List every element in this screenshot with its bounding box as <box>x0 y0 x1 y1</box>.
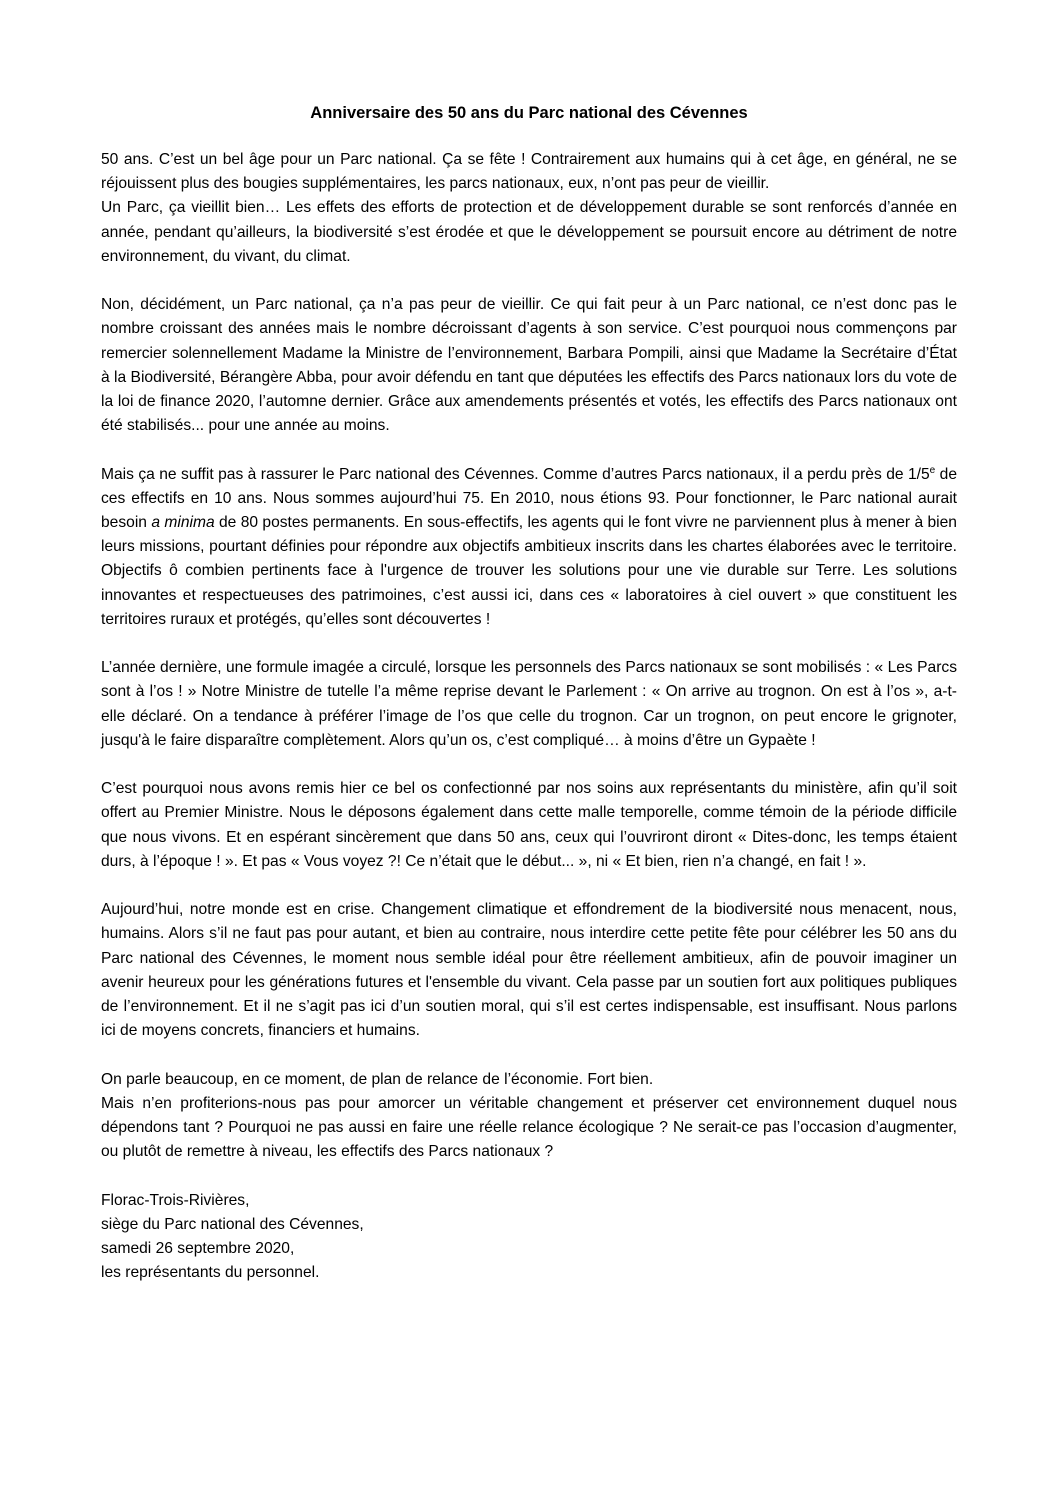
paragraph-staffing: Non, décidément, un Parc national, ça n’a pas peur de vieillir. Ce qui fait peur à un Parc national, ce n’est donc pas le nombre croissant des années mais le nombre décroissant d’agents à son service. C’est pourquoi nous commençons par remercier solennellement Madame la Ministre de l’environnement, Barbara Pompili, ainsi que Madame la Secrétaire d’État à la Biodiversité, Bérangère Abba, pour avoir défendu en tant que députées les effectifs des Parcs nationaux lors du vote de la loi de finance 2020, l’automne dernier. Grâce aux amendements présentés et votés, les effectifs des Parcs nationaux ont été stabilisés... pour une année au moins. <box>101 296 957 435</box>
paragraph-os-trognon: L’année dernière, une formule imagée a circulé, lorsque les personnels des Parcs nationaux se sont mobilisés : « Les Parcs sont à l’os ! » Notre Ministre de tutelle l’a même reprise devant le Parlement : « On arrive au trognon. On est à l’os », a-t-elle déclaré. On a tendance à préférer l’image de l’os que celle du trognon. Car un trognon, on peut encore le grignoter, jusqu'à le faire disparaître complètement. Alors qu’un os, c’est compliqué… à moins d’être un Gypaète ! <box>101 659 957 749</box>
signature-line-4: les représentants du personnel. <box>101 1264 320 1282</box>
signature-line-3: samedi 26 septembre 2020, <box>101 1240 295 1258</box>
paragraph-cevennes-text-2: de ces effectifs en 10 ans. Nous sommes aujourd’hui 75. En 2010, nous étions 93. Pour fonctionner, le Parc national aurait besoin <box>101 465 957 532</box>
paragraph-intro-2: Un Parc, ça vieillit bien… Les effets des efforts de protection et de développement durable se sont renforcés d’année en année, pendant qu’ailleurs, la biodiversité s’est érodée et que le développement se poursuit encore au détriment de notre environnement, du vivant, du climat. <box>101 199 957 265</box>
paragraph-cevennes <box>101 463 957 632</box>
italic-a-minima: a minima <box>151 514 215 532</box>
signature-line-1: Florac-Trois-Rivières, <box>101 1191 250 1209</box>
signature-line-2: siège du Parc national des Cévennes, <box>101 1215 364 1233</box>
document-body <box>101 148 957 1285</box>
paragraph-relance-1: On parle beaucoup, en ce moment, de plan de relance de l’économie. Fort bien. <box>101 1070 654 1088</box>
ordinal-superscript: e <box>929 464 936 476</box>
paragraph-malle-temporelle: C’est pourquoi nous avons remis hier ce bel os confectionné par nos soins aux représentants du ministère, afin qu’il soit offert au Premier Ministre. Nous le déposons également dans cette malle temporelle, comme témoin de la période difficile que nous vivons. Et en espérant sincèrement que dans 50 ans, ceux qui l’ouvriront diront « Dites-donc, les temps étaient durs, à l’époque ! ». Et pas « Vous voyez ?! Ce n’était que le début... », ni « Et bien, rien n’a changé, en fait ! ». <box>101 780 957 870</box>
paragraph-cevennes-text-3: de 80 postes permanents. En sous-effectifs, les agents qui le font vivre ne parviennent plus à mener à bien leurs missions, pourtant définies pour répondre aux objectifs ambitieux inscrits dans les chartes élaborées avec le territoire. Objectifs ô combien pertinents face à l'urgence de trouver les solutions pour une vie durable sur Terre. Les solutions innovantes et respectueuses des patrimoines, c’est aussi ici, dans ces « laboratoires à ciel ouvert » que constituent les territoires ruraux et protégés, qu’elles sont découvertes ! <box>101 514 957 628</box>
paragraph-intro-1: 50 ans. C’est un bel âge pour un Parc national. Ça se fête ! Contrairement aux humains qui à cet âge, en général, ne se réjouissent plus des bougies supplémentaires, les parcs nationaux, eux, n’ont pas peur de vieillir. <box>101 151 957 193</box>
paragraph-crise: Aujourd’hui, notre monde est en crise. Changement climatique et effondrement de la biodiversité nous menacent, nous, humains. Alors s’il ne faut pas pour autant, et bien au contraire, nous interdire cette petite fête pour célébrer les 50 ans du Parc national des Cévennes, le moment nous semble idéal pour être réellement ambitieux, afin de pouvoir imaginer un avenir heureux pour les générations futures et l'ensemble du vivant. Cela passe par un soutien fort aux politiques publiques de l’environnement. Et il ne s’agit pas ici d’un soutien moral, qui s’il est certes indispensable, est insuffisant. Nous parlons ici de moyens concrets, financiers et humains. <box>101 901 957 1040</box>
paragraph-cevennes-text-1: Mais ça ne suffit pas à rassurer le Parc national des Cévennes. Comme d’autres Parcs nationaux, il a perdu près de 1/5 <box>101 465 930 483</box>
document-title: Anniversaire des 50 ans du Parc national des Cévennes <box>310 104 748 122</box>
paragraph-relance-2: Mais n’en profiterions-nous pas pour amorcer un véritable changement et préserver cet environnement duquel nous dépendons tant ? Pourquoi ne pas aussi en faire une réelle relance écologique ? Ne serait-ce pas l’occasion d’augmenter, ou plutôt de remettre à niveau, les effectifs des Parcs nationaux ? <box>101 1094 957 1161</box>
